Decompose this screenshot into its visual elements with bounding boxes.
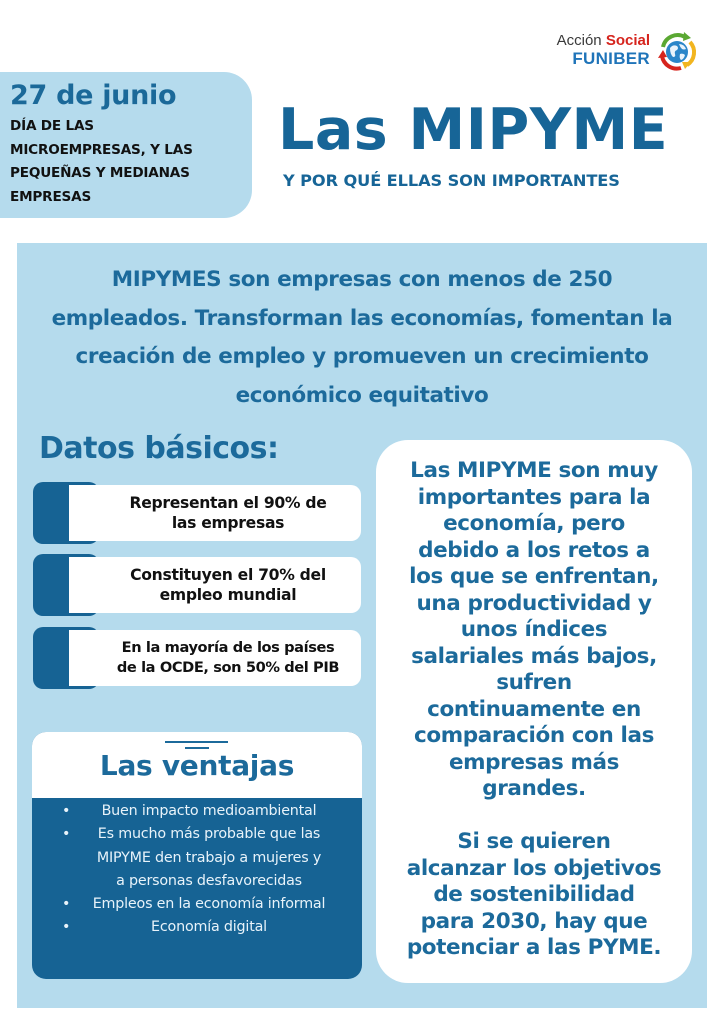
date-title: 27 de junio: [10, 80, 177, 111]
main-panel: [17, 243, 707, 1008]
list-item: • Empleos en la economía informal: [32, 893, 362, 916]
fact-text: En la mayoría de los países de la OCDE, son 50% del PIB: [116, 639, 340, 676]
bullet-icon: •: [62, 919, 71, 936]
page-subtitle: Y POR QUÉ ELLAS SON IMPORTANTES: [283, 171, 620, 190]
fact-card: [33, 482, 361, 544]
intro-text: MIPYMES son empresas con menos de 250 empleados. Transforman las economías, fomentan la creación de empleo y promueven un crecimiento económico equitativo: [51, 267, 673, 408]
fact-card: [33, 627, 361, 689]
bullet-icon: •: [62, 896, 71, 913]
logo-social: Social: [605, 32, 650, 49]
fact-card: [33, 554, 361, 616]
bullet-icon: •: [62, 803, 71, 819]
fact-text: Representan el 90% de las empresas: [129, 494, 327, 532]
list-item: • Es mucho más probable que las MIPYME den trabajo a mujeres y a personas desfavorecidas: [32, 823, 362, 893]
ventajas-list: [32, 800, 362, 940]
list-item: • Economía digital: [32, 916, 362, 939]
decorative-line: [165, 741, 228, 743]
fact-text: Constituyen el 70% del empleo mundial: [130, 566, 326, 604]
funiber-logo: [540, 28, 710, 78]
bullet-icon: •: [62, 826, 71, 843]
page-title: Las MIPYME: [278, 97, 669, 163]
globe-with-circular-arrows-icon: [654, 28, 700, 74]
logo-funiber: FUNIBER: [572, 49, 650, 68]
importance-card: [376, 440, 692, 983]
ventajas-box: [32, 732, 362, 979]
datos-basicos-heading: Datos básicos:: [39, 431, 279, 466]
logo-text: [546, 32, 650, 68]
importance-paragraph: Las MIPYME son muy importantes para la economía, pero debido a los retos a los que se enfrentan, una productividad y unos índices salariales más bajos, sufren continuamente en comparación con las empresas más grandes.: [409, 458, 659, 801]
logo-accion: Acción: [556, 32, 602, 49]
date-box: [0, 72, 252, 218]
sustainability-paragraph: Si se quieren alcanzar los objetivos de sostenibilidad para 2030, hay que potenciar a las PYME.: [406, 829, 662, 960]
ventajas-heading: Las ventajas: [99, 749, 295, 782]
ventajas-header: [32, 732, 362, 798]
date-description: DÍA DE LAS MICROEMPRESAS, Y LAS PEQUEÑAS Y MEDIANAS EMPRESAS: [10, 118, 193, 205]
list-item: • Buen impacto medioambiental: [32, 800, 362, 823]
